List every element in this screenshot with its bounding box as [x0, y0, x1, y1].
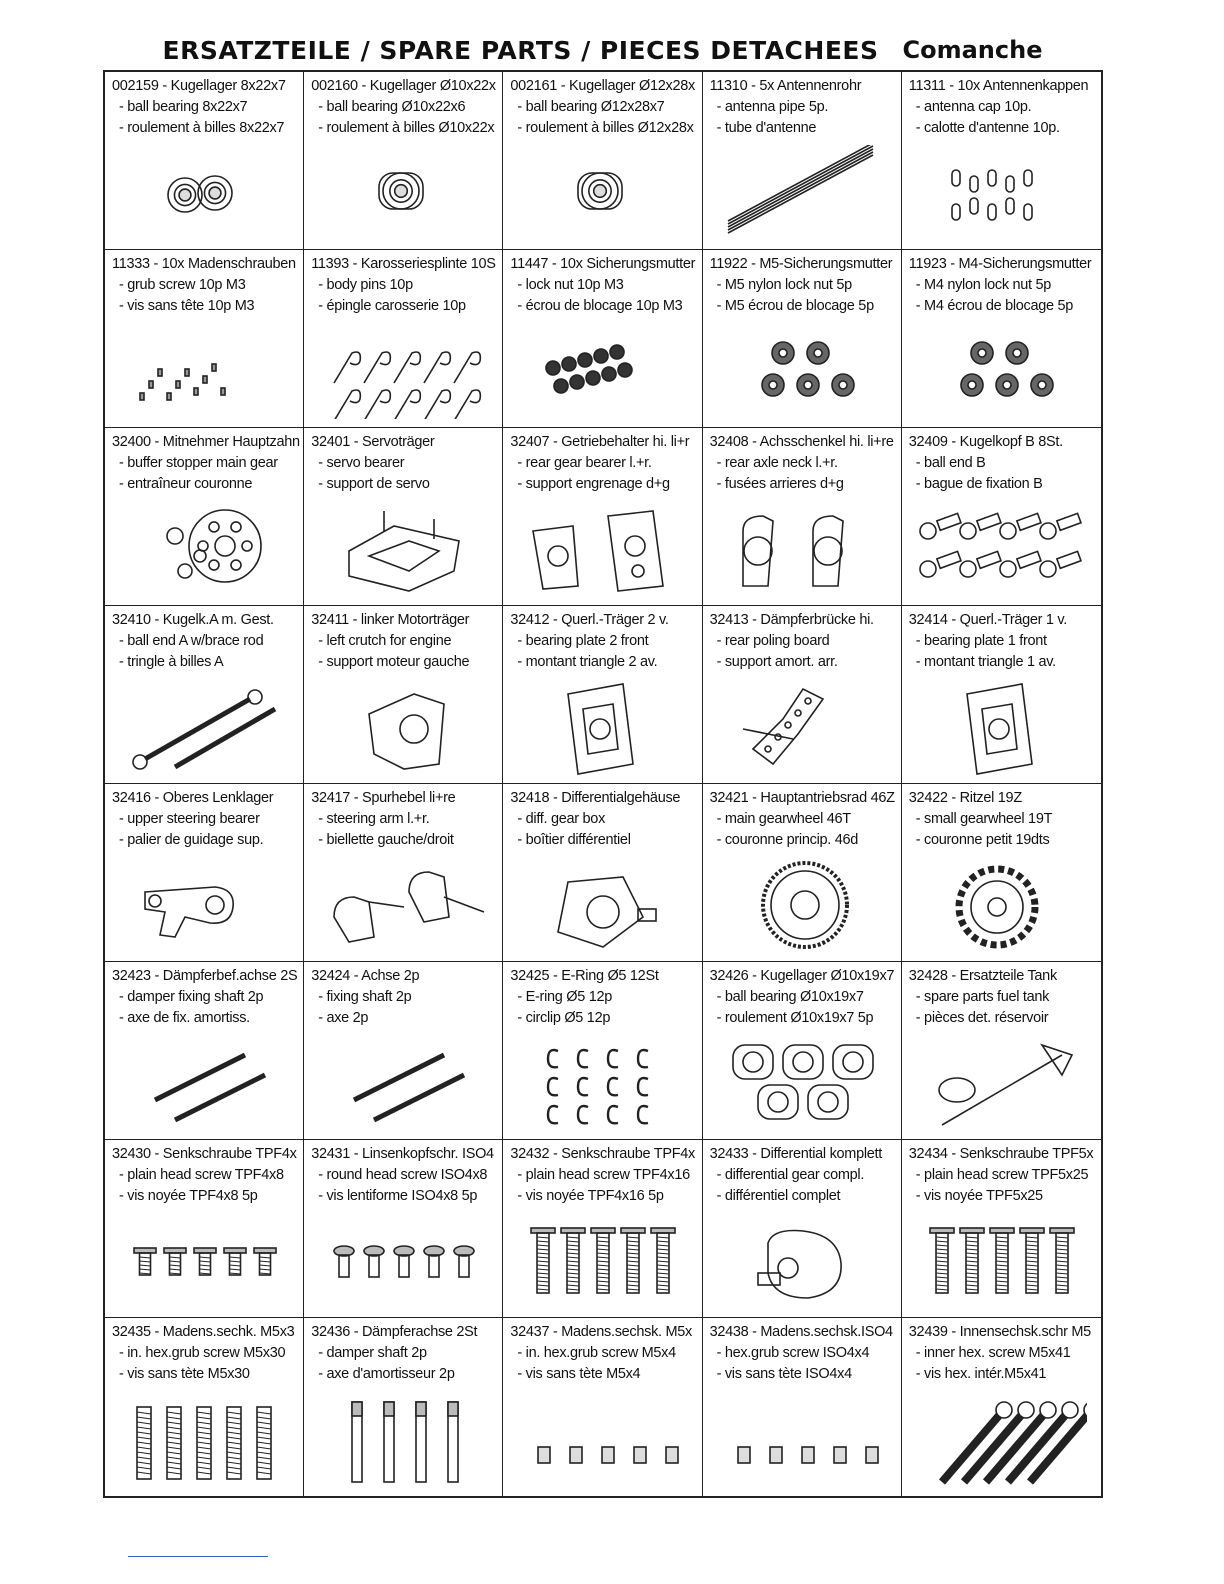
part-desc-fr: - roulement à billes Ø10x22x [318, 120, 495, 136]
part-desc-fr: - entraîneur couronne [119, 476, 253, 492]
part-desc-fr: - bague de fixation B [915, 476, 1043, 492]
part-cell [503, 606, 702, 784]
part-desc-en: - antenna pipe 5p. [716, 99, 829, 115]
part-cell [105, 962, 304, 1140]
part-number-name: 11310 - 5x Antennenrohr [709, 78, 862, 94]
part-desc-fr: - écrou de blocage 10p M3 [517, 298, 683, 314]
part-desc-fr: - vis sans tête 10p M3 [119, 298, 255, 314]
part-cell [503, 1318, 702, 1496]
part-desc-fr: - calotte d'antenne 10p. [915, 120, 1060, 136]
socket-screws-icon [912, 1392, 1087, 1488]
part-number-name: 32439 - Innensechsk.schr M5 [908, 1324, 1091, 1340]
long-grub-screws-icon [115, 1392, 290, 1488]
nylon-lock-nuts-icon [912, 323, 1087, 419]
part-desc-fr: - tringle à billes A [119, 654, 224, 670]
part-desc-en: - ball end B [915, 455, 986, 471]
part-desc-en: - lock nut 10p M3 [517, 277, 624, 293]
part-number-name: 32411 - linker Motorträger [311, 612, 470, 628]
part-desc-en: - in. hex.grub screw M5x4 [517, 1345, 676, 1361]
part-cell [105, 250, 304, 428]
part-desc-fr: - support engrenage d+g [517, 476, 670, 492]
part-number-name: 32410 - Kugelk.A m. Gest. [112, 612, 274, 628]
part-number-name: 11447 - 10x Sicherungsmutter [510, 256, 696, 272]
small-grub-screws-icon [513, 1392, 688, 1488]
part-number-name: 32424 - Achse 2p [311, 968, 420, 984]
part-cell [902, 250, 1101, 428]
model-name: Comanche [902, 36, 1043, 64]
part-desc-en: - ball end A w/brace rod [119, 633, 264, 649]
part-desc-fr: - fusées arrieres d+g [716, 476, 844, 492]
part-number-name: 32425 - E-Ring Ø5 12St [510, 968, 659, 984]
part-number-name: 32418 - Differentialgehäuse [510, 790, 681, 806]
part-desc-en: - damper shaft 2p [318, 1345, 427, 1361]
part-cell [304, 428, 503, 606]
part-desc-en: - buffer stopper main gear [119, 455, 278, 471]
part-number-name: 32435 - Madens.sechk. M5x3 [112, 1324, 295, 1340]
part-desc-en: - diff. gear box [517, 811, 606, 827]
part-desc-en: - fixing shaft 2p [318, 989, 412, 1005]
part-desc-fr: - vis noyée TPF5x25 [915, 1188, 1043, 1204]
servo-mount-icon [314, 501, 489, 597]
part-number-name: 11923 - M4-Sicherungsmutter [908, 256, 1092, 272]
part-cell [503, 962, 702, 1140]
part-desc-en: - body pins 10p [318, 277, 413, 293]
brace-rods-icon [115, 679, 290, 775]
part-desc-en: - M4 nylon lock nut 5p [915, 277, 1052, 293]
part-desc-en: - E-ring Ø5 12p [517, 989, 613, 1005]
shafts-icon [115, 1035, 290, 1131]
part-desc-fr: - roulement à billes Ø12x28x [517, 120, 694, 136]
part-desc-en: - inner hex. screw M5x41 [915, 1345, 1071, 1361]
part-number-name: 32421 - Hauptantriebsrad 46Z [709, 790, 895, 806]
small-grub-screws-icon [713, 1392, 888, 1488]
part-desc-en: - small gearwheel 19T [915, 811, 1053, 827]
round-head-screws-icon [314, 1213, 489, 1309]
part-cell [503, 428, 702, 606]
part-number-name: 32417 - Spurhebel li+re [311, 790, 456, 806]
part-desc-en: - main gearwheel 46T [716, 811, 851, 827]
part-cell [304, 250, 503, 428]
part-desc-en: - plain head screw TPF5x25 [915, 1167, 1089, 1183]
part-desc-fr: - boîtier différentiel [517, 832, 631, 848]
part-cell [703, 72, 902, 250]
part-desc-fr: - roulement Ø10x19x7 5p [716, 1010, 874, 1026]
part-number-name: 32412 - Querl.-Träger 2 v. [510, 612, 669, 628]
part-number-name: 32428 - Ersatzteile Tank [908, 968, 1057, 984]
damper-shafts-icon [314, 1392, 489, 1488]
part-cell [105, 1140, 304, 1318]
part-desc-fr: - tube d'antenne [716, 120, 817, 136]
lock-nuts-icon [513, 323, 688, 419]
diff-housing-icon [513, 857, 688, 953]
part-desc-fr: - couronne petit 19dts [915, 832, 1050, 848]
part-desc-en: - differential gear compl. [716, 1167, 865, 1183]
part-cell [902, 1318, 1101, 1496]
main-gear-icon [713, 857, 888, 953]
part-desc-en: - antenna cap 10p. [915, 99, 1032, 115]
part-desc-fr: - M5 écrou de blocage 5p [716, 298, 874, 314]
nylon-lock-nuts-icon [713, 323, 888, 419]
part-cell [105, 784, 304, 962]
antenna-pipes-icon [713, 145, 888, 241]
part-cell [304, 72, 503, 250]
part-desc-en: - bearing plate 2 front [517, 633, 649, 649]
antenna-caps-icon [912, 145, 1087, 241]
part-desc-en: - ball bearing 8x22x7 [119, 99, 248, 115]
part-cell [703, 1318, 902, 1496]
part-desc-en: - plain head screw TPF4x16 [517, 1167, 690, 1183]
part-number-name: 32409 - Kugelkopf B 8St. [908, 434, 1063, 450]
part-desc-en: - rear poling board [716, 633, 830, 649]
part-desc-en: - ball bearing Ø10x22x6 [318, 99, 466, 115]
part-desc-en: - rear axle neck l.+r. [716, 455, 838, 471]
part-number-name: 11393 - Karosseriesplinte 10S [311, 256, 496, 272]
bearing-plate-icon [513, 679, 688, 775]
part-number-name: 32438 - Madens.sechsk.ISO4 [709, 1324, 893, 1340]
part-desc-en: - servo bearer [318, 455, 405, 471]
part-number-name: 11311 - 10x Antennenkappen [908, 78, 1089, 94]
page-title [100, 30, 1105, 70]
parts-grid [103, 70, 1103, 1498]
part-desc-fr: - axe 2p [318, 1010, 369, 1026]
part-cell [105, 428, 304, 606]
part-desc-fr: - support de servo [318, 476, 430, 492]
part-cell [902, 962, 1101, 1140]
part-desc-fr: - montant triangle 2 av. [517, 654, 658, 670]
divider [128, 1556, 268, 1557]
part-cell [703, 784, 902, 962]
fuel-tank-parts-icon [912, 1035, 1087, 1131]
part-number-name: 32431 - Linsenkopfschr. ISO4 [311, 1146, 494, 1162]
part-cell [304, 962, 503, 1140]
steering-arms-icon [314, 857, 489, 953]
part-cell [304, 606, 503, 784]
ball-bearings-five-icon [713, 1035, 888, 1131]
part-desc-fr: - pièces det. réservoir [915, 1010, 1049, 1026]
part-desc-fr: - vis noyée TPF4x16 5p [517, 1188, 664, 1204]
part-desc-fr: - vis sans tète M5x30 [119, 1366, 250, 1382]
part-desc-en: - in. hex.grub screw M5x30 [119, 1345, 286, 1361]
part-desc-fr: - vis sans tète ISO4x4 [716, 1366, 852, 1382]
part-desc-en: - steering arm l.+r. [318, 811, 430, 827]
part-cell [105, 606, 304, 784]
long-screws-icon [513, 1213, 688, 1309]
part-number-name: 32422 - Ritzel 19Z [908, 790, 1022, 806]
part-desc-en: - ball bearing Ø10x19x7 [716, 989, 864, 1005]
part-desc-fr: - épingle carosserie 10p [318, 298, 466, 314]
part-desc-fr: - différentiel complet [716, 1188, 841, 1204]
part-number-name: 32436 - Dämpferachse 2St [311, 1324, 478, 1340]
part-cell [902, 1140, 1101, 1318]
part-desc-en: - grub screw 10p M3 [119, 277, 246, 293]
part-number-name: 32414 - Querl.-Träger 1 v. [908, 612, 1068, 628]
part-number-name: 32413 - Dämpferbrücke hi. [709, 612, 874, 628]
part-cell [902, 72, 1101, 250]
part-desc-fr: - montant triangle 1 av. [915, 654, 1056, 670]
part-desc-fr: - vis sans tète M5x4 [517, 1366, 641, 1382]
part-cell [105, 72, 304, 250]
part-number-name: 11922 - M5-Sicherungsmutter [709, 256, 893, 272]
part-desc-fr: - palier de guidage sup. [119, 832, 264, 848]
ball-bearing-icon [513, 145, 688, 241]
differential-icon [713, 1213, 888, 1309]
part-desc-fr: - M4 écrou de blocage 5p [915, 298, 1074, 314]
part-desc-en: - bearing plate 1 front [915, 633, 1047, 649]
part-desc-fr: - circlip Ø5 12p [517, 1010, 611, 1026]
part-desc-en: - ball bearing Ø12x28x7 [517, 99, 665, 115]
part-desc-fr: - roulement à billes 8x22x7 [119, 120, 285, 136]
part-cell [105, 1318, 304, 1496]
e-rings-icon [513, 1035, 688, 1131]
part-desc-fr: - vis noyée TPF4x8 5p [119, 1188, 258, 1204]
part-desc-en: - damper fixing shaft 2p [119, 989, 264, 1005]
part-number-name: 32433 - Differential komplett [709, 1146, 882, 1162]
part-cell [703, 1140, 902, 1318]
axle-carrier-icon [713, 501, 888, 597]
steering-bearer-icon [115, 857, 290, 953]
gear-hub-icon [115, 501, 290, 597]
part-cell [902, 784, 1101, 962]
part-desc-fr: - couronne princip. 46d [716, 832, 859, 848]
grub-screws-icon [115, 323, 290, 419]
part-desc-fr: - support moteur gauche [318, 654, 470, 670]
part-number-name: 11333 - 10x Madenschrauben [112, 256, 296, 272]
bearing-plate-icon [912, 679, 1087, 775]
part-cell [703, 428, 902, 606]
part-number-name: 32400 - Mitnehmer Hauptzahn [112, 434, 300, 450]
part-desc-en: - M5 nylon lock nut 5p [716, 277, 852, 293]
part-desc-fr: - vis lentiforme ISO4x8 5p [318, 1188, 478, 1204]
ball-bearing-pair-icon [115, 145, 290, 241]
long-screws-icon [912, 1213, 1087, 1309]
part-number-name: 32408 - Achsschenkel hi. li+re [709, 434, 894, 450]
part-desc-fr: - axe de fix. amortiss. [119, 1010, 250, 1026]
part-number-name: 32434 - Senkschraube TPF5x [908, 1146, 1094, 1162]
part-number-name: 32416 - Oberes Lenklager [112, 790, 274, 806]
ball-ends-icon [912, 501, 1087, 597]
part-desc-en: - spare parts fuel tank [915, 989, 1050, 1005]
part-desc-fr: - vis hex. intér.M5x41 [915, 1366, 1047, 1382]
gear-holder-icon [513, 501, 688, 597]
short-screws-icon [115, 1213, 290, 1309]
part-cell [902, 606, 1101, 784]
part-number-name: 32401 - Servoträger [311, 434, 435, 450]
part-desc-en: - round head screw ISO4x8 [318, 1167, 488, 1183]
part-cell [304, 1318, 503, 1496]
part-number-name: 32430 - Senkschraube TPF4x [112, 1146, 297, 1162]
part-number-name: 32423 - Dämpferbef.achse 2S [112, 968, 298, 984]
part-cell [503, 784, 702, 962]
part-desc-en: - upper steering bearer [119, 811, 260, 827]
part-cell [703, 250, 902, 428]
part-number-name: 002161 - Kugellager Ø12x28x [510, 78, 695, 94]
part-number-name: 002159 - Kugellager 8x22x7 [112, 78, 286, 94]
engine-mount-icon [314, 679, 489, 775]
part-number-name: 32432 - Senkschraube TPF4x [510, 1146, 695, 1162]
part-number-name: 32407 - Getriebehalter hi. li+r [510, 434, 690, 450]
part-desc-fr: - support amort. arr. [716, 654, 838, 670]
body-pins-icon [314, 323, 489, 419]
part-cell [902, 428, 1101, 606]
part-desc-en: - left crutch for engine [318, 633, 452, 649]
part-cell [503, 1140, 702, 1318]
part-desc-en: - hex.grub screw ISO4x4 [716, 1345, 870, 1361]
part-number-name: 32426 - Kugellager Ø10x19x7 [709, 968, 895, 984]
part-number-name: 32437 - Madens.sechsk. M5x [510, 1324, 692, 1340]
part-cell [503, 72, 702, 250]
part-cell [304, 1140, 503, 1318]
part-cell [703, 962, 902, 1140]
part-desc-fr: - biellette gauche/droit [318, 832, 454, 848]
part-desc-en: - plain head screw TPF4x8 [119, 1167, 284, 1183]
part-cell [304, 784, 503, 962]
part-number-name: 002160 - Kugellager Ø10x22x [311, 78, 496, 94]
ball-bearing-icon [314, 145, 489, 241]
title-text: ERSATZTEILE / SPARE PARTS / PIECES DETACHEES [162, 35, 879, 65]
part-desc-en: - rear gear bearer l.+r. [517, 455, 652, 471]
part-cell [703, 606, 902, 784]
shock-tower-icon [713, 679, 888, 775]
part-desc-fr: - axe d'amortisseur 2p [318, 1366, 455, 1382]
part-cell [503, 250, 702, 428]
pinion-gear-icon [912, 857, 1087, 953]
shafts-icon [314, 1035, 489, 1131]
